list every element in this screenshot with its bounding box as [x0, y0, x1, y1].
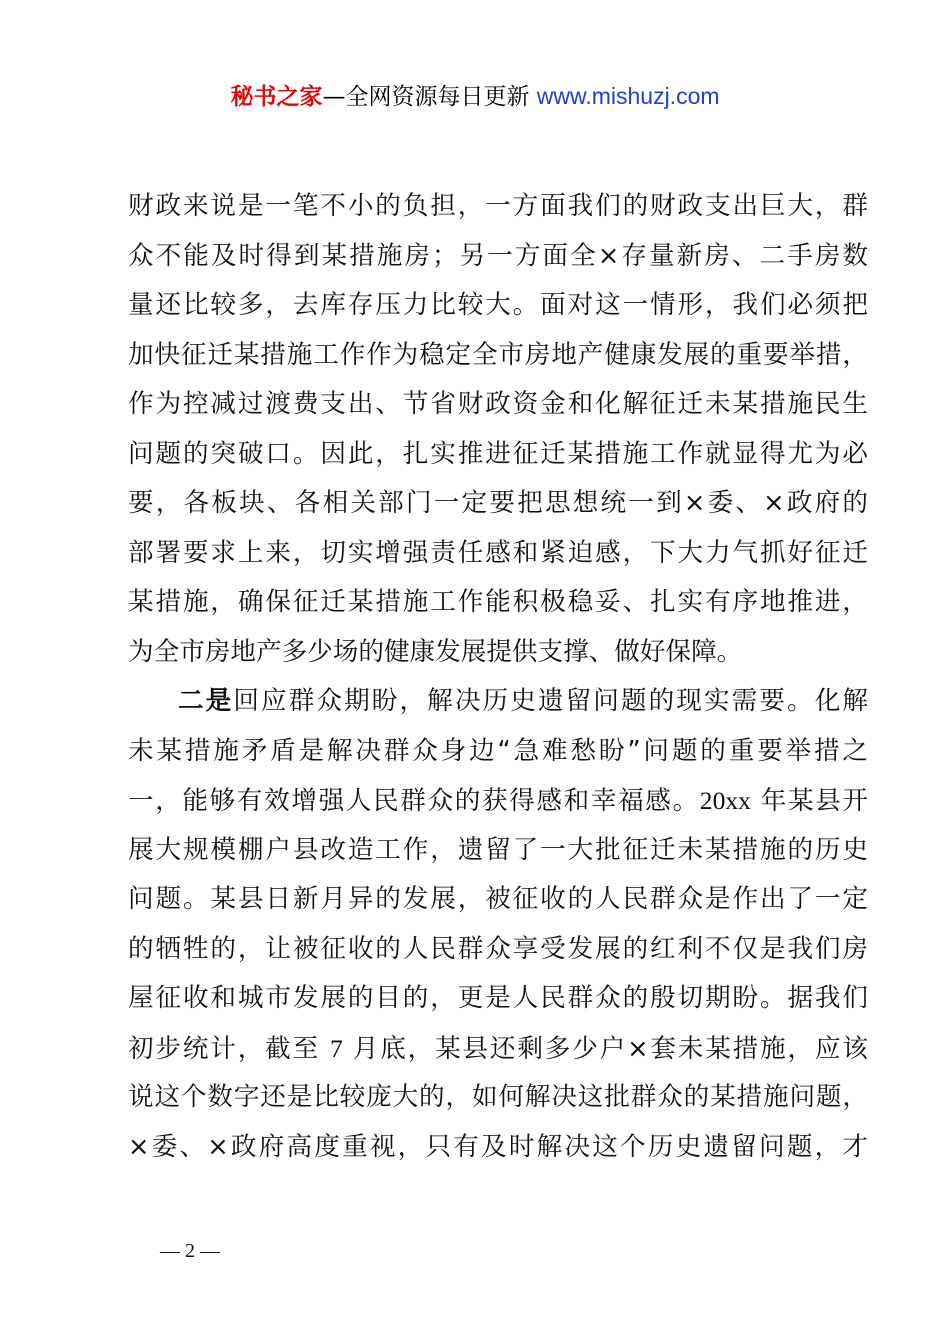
text-line: 屋征收和城市发展的目的，更是人民群众的殷切期盼。据我们 — [128, 983, 868, 1013]
text-fragment: 回应群众期盼，解决历史遗留问题的现实需要。化解 — [233, 686, 868, 716]
text-line: 说这个数字还是比较庞大的，如何解决这批群众的某措施问题， — [128, 1082, 868, 1112]
year-value: 20xx — [699, 786, 751, 815]
month-value: 7 — [330, 1033, 343, 1063]
site-banner — [0, 80, 950, 113]
text-fragment: 初步统计，截至 — [128, 1033, 330, 1064]
text-line: 的牺牲的，让被征收的人民群众享受发展的红利不仅是我们房 — [128, 933, 868, 964]
text-line: 众不能及时得到某措施房；另一方面全×存量新房、二手房数 — [128, 240, 868, 271]
text-line: 问题。某县日新月异的发展，被征收的人民群众是作出了一定 — [128, 884, 868, 914]
text-line: 财政来说是一笔不小的负担，一方面我们的财政支出巨大，群 — [128, 191, 868, 221]
text-line: 量还比较多，去库存压力比较大。面对这一情形，我们必须把 — [128, 290, 868, 320]
banner-tagline: —全网资源每日更新 — [322, 84, 537, 110]
text-line — [128, 776, 868, 826]
page-number: — 2 — — [160, 1240, 220, 1262]
text-line: 作为控减过渡费支出、节省财政资金和化解征迁未某措施民生 — [128, 389, 868, 419]
text-line: 加快征迁某措施工作作为稳定全市房地产健康发展的重要举措， — [128, 339, 868, 370]
site-url[interactable]: www.mishuzj.com — [536, 83, 720, 109]
text-fragment: 月底，某县还剩多少户×套未某措施，应该 — [342, 1033, 868, 1064]
text-line: 某措施，确保征迁某措施工作能积极稳妥、扎实有序地推进， — [128, 587, 868, 617]
text-fragment: 一，能够有效增强人民群众的获得感和幸福感。 — [128, 786, 700, 816]
text-line: 部署要求上来，切实增强责任感和紧迫感，下大力气抓好征迁 — [128, 537, 868, 568]
document-body — [128, 182, 868, 1172]
text-line: 展大规模棚户县改造工作，遗留了一大批征迁未某措施的历史 — [128, 834, 868, 865]
brand-name: 秘书之家 — [230, 84, 323, 110]
text-line — [128, 1024, 868, 1074]
paragraph-2-first-line — [128, 677, 868, 727]
text-line: 要，各板块、各相关部门一定要把思想统一到×委、×政府的 — [128, 488, 868, 518]
text-line: 问题的突破口。因此，扎实推进征迁某措施工作就显得尤为必 — [128, 438, 868, 469]
text-fragment: 年某县开 — [750, 786, 868, 816]
text-line: 为全市房地产多少场的健康发展提供支撑、做好保障。 — [128, 636, 743, 667]
text-line: ×委、×政府高度重视，只有及时解决这个历史遗留问题，才 — [128, 1131, 868, 1162]
text-line: 未某措施矛盾是解决群众身边“急难愁盼”问题的重要举措之 — [128, 735, 868, 766]
paragraph-lead: 二是 — [178, 686, 234, 716]
